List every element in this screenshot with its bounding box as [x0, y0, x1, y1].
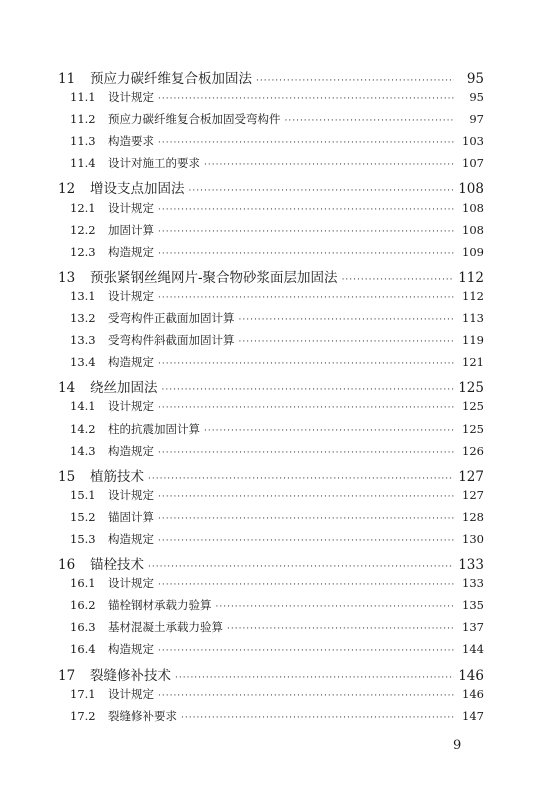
- toc-entry-title: 锚栓钢材承载力验算: [108, 598, 212, 613]
- table-of-contents: [52, 67, 484, 730]
- toc-section-entry[interactable]: [52, 89, 484, 111]
- toc-section-entry[interactable]: [52, 244, 484, 266]
- toc-section-entry[interactable]: [52, 487, 484, 509]
- toc-section-entry[interactable]: [52, 597, 484, 619]
- toc-section-entry[interactable]: [52, 288, 484, 310]
- toc-entry-number: 14.1: [70, 399, 96, 414]
- toc-entry-title: 设计规定: [108, 686, 154, 701]
- dot-leader: [158, 580, 454, 590]
- toc-entry-number: 15.2: [70, 509, 96, 524]
- toc-entry-page: 121: [462, 355, 484, 370]
- toc-entry-page: 128: [462, 509, 484, 524]
- toc-entry-number: 17: [58, 667, 76, 684]
- toc-entry-title: 构造规定: [108, 531, 154, 546]
- dot-leader: [158, 448, 454, 458]
- toc-entry-title: 增设支点加固法: [90, 181, 185, 198]
- toc-entry-page: 130: [462, 531, 484, 546]
- toc-entry-number: 16.2: [70, 598, 96, 613]
- dot-leader: [204, 160, 454, 170]
- dot-leader: [158, 249, 454, 259]
- toc-section-entry[interactable]: [52, 222, 484, 244]
- toc-section-entry[interactable]: [52, 575, 484, 597]
- toc-entry-page: 135: [462, 598, 484, 613]
- toc-chapter-entry[interactable]: [52, 266, 484, 288]
- toc-entry-page: 146: [458, 667, 484, 684]
- toc-entry-title: 锚固计算: [108, 509, 154, 524]
- toc-entry-page: 127: [458, 468, 484, 485]
- toc-entry-title: 构造规定: [108, 355, 154, 370]
- toc-section-entry[interactable]: [52, 111, 484, 133]
- toc-entry-number: 12.3: [70, 244, 96, 259]
- dot-leader: [158, 205, 454, 215]
- toc-section-entry[interactable]: [52, 398, 484, 420]
- dot-leader: [158, 138, 454, 148]
- toc-entry-page: 95: [466, 71, 484, 87]
- dot-leader: [189, 186, 455, 196]
- toc-entry-number: 16.4: [70, 642, 96, 657]
- toc-entry-number: 15.3: [70, 531, 96, 546]
- toc-chapter-entry[interactable]: [52, 465, 484, 487]
- toc-section-entry[interactable]: [52, 708, 484, 730]
- toc-entry-number: 14.2: [70, 421, 96, 436]
- toc-entry-title: 裂缝修补要求: [108, 708, 177, 723]
- toc-entry-number: 12.1: [70, 200, 96, 215]
- toc-entry-number: 16.3: [70, 620, 96, 635]
- toc-entry-title: 锚栓技术: [90, 557, 144, 574]
- toc-entry-number: 17.2: [70, 708, 96, 723]
- toc-entry-title: 构造规定: [108, 443, 154, 458]
- toc-section-entry[interactable]: [52, 133, 484, 155]
- toc-entry-page: 107: [462, 156, 484, 171]
- toc-entry-title: 加固计算: [108, 222, 154, 237]
- toc-entry-number: 12: [58, 181, 76, 198]
- toc-entry-page: 97: [469, 112, 484, 127]
- toc-entry-number: 11: [58, 71, 76, 87]
- toc-entry-title: 预张紧钢丝绳网片-聚合物砂浆面层加固法: [90, 269, 338, 286]
- toc-entry-page: 125: [462, 399, 484, 414]
- dot-leader: [158, 646, 454, 656]
- toc-entry-page: 108: [462, 200, 484, 215]
- toc-entry-title: 预应力碳纤维复合板加固法: [90, 71, 252, 87]
- toc-section-entry[interactable]: [52, 531, 484, 553]
- toc-entry-number: 13.1: [70, 288, 96, 303]
- toc-entry-page: 125: [458, 380, 484, 397]
- toc-section-entry[interactable]: [52, 641, 484, 663]
- toc-entry-title: 设计规定: [108, 200, 154, 215]
- toc-entry-number: 15: [58, 468, 76, 485]
- toc-entry-title: 柱的抗震加固计算: [108, 421, 200, 436]
- toc-entry-number: 16: [58, 557, 76, 574]
- toc-entry-title: 绕丝加固法: [90, 380, 158, 397]
- toc-entry-page: 127: [462, 487, 484, 502]
- toc-section-entry[interactable]: [52, 443, 484, 465]
- toc-section-entry[interactable]: [52, 155, 484, 177]
- dot-leader: [158, 691, 454, 701]
- toc-entry-title: 设计对施工的要求: [108, 156, 200, 171]
- toc-section-entry[interactable]: [52, 200, 484, 222]
- toc-entry-number: 17.1: [70, 686, 96, 701]
- toc-entry-title: 构造规定: [108, 642, 154, 657]
- dot-leader: [216, 602, 455, 612]
- toc-entry-number: 13.3: [70, 333, 96, 348]
- toc-entry-number: 12.2: [70, 222, 96, 237]
- toc-section-entry[interactable]: [52, 332, 484, 354]
- toc-section-entry[interactable]: [52, 619, 484, 641]
- dot-leader: [148, 474, 454, 484]
- toc-entry-number: 14: [58, 380, 76, 397]
- toc-section-entry[interactable]: [52, 354, 484, 376]
- toc-entry-number: 13: [58, 269, 76, 286]
- toc-entry-title: 设计规定: [108, 288, 154, 303]
- toc-entry-number: 14.3: [70, 443, 96, 458]
- toc-section-entry[interactable]: [52, 686, 484, 708]
- dot-leader: [256, 76, 454, 86]
- dot-leader: [342, 275, 454, 285]
- toc-entry-number: 11.4: [70, 156, 96, 171]
- toc-entry-page: 112: [458, 269, 484, 286]
- page-number: 9: [453, 738, 462, 753]
- toc-entry-page: 108: [462, 222, 484, 237]
- toc-entry-page: 137: [462, 620, 484, 635]
- dot-leader: [158, 403, 454, 413]
- toc-entry-number: 15.1: [70, 487, 96, 502]
- dot-leader: [158, 94, 454, 104]
- toc-entry-number: 11.1: [70, 90, 96, 105]
- toc-entry-title: 构造要求: [108, 134, 154, 149]
- toc-entry-title: 受弯构件正截面加固计算: [108, 311, 235, 326]
- dot-leader: [227, 624, 454, 634]
- toc-entry-page: 113: [462, 311, 484, 326]
- toc-entry-number: 16.1: [70, 576, 96, 591]
- toc-entry-title: 构造规定: [108, 244, 154, 259]
- toc-entry-title: 受弯构件斜截面加固计算: [108, 333, 235, 348]
- toc-entry-page: 125: [462, 421, 484, 436]
- dot-leader: [181, 713, 454, 723]
- dot-leader: [162, 385, 455, 395]
- toc-entry-title: 基材混凝土承载力验算: [108, 620, 223, 635]
- dot-leader: [175, 673, 454, 683]
- toc-entry-number: 11.3: [70, 134, 96, 149]
- toc-entry-page: 103: [462, 134, 484, 149]
- toc-entry-page: 147: [462, 708, 484, 723]
- toc-entry-page: 133: [458, 557, 484, 574]
- toc-entry-page: 133: [462, 576, 484, 591]
- toc-entry-title: 设计规定: [108, 487, 154, 502]
- toc-chapter-entry[interactable]: [52, 664, 484, 686]
- dot-leader: [158, 227, 454, 237]
- dot-leader: [239, 337, 455, 347]
- toc-entry-number: 13.4: [70, 355, 96, 370]
- dot-leader: [158, 359, 454, 369]
- toc-chapter-entry[interactable]: [52, 376, 484, 398]
- toc-section-entry[interactable]: [52, 509, 484, 531]
- toc-entry-number: 11.2: [70, 112, 96, 127]
- toc-section-entry[interactable]: [52, 310, 484, 332]
- toc-entry-page: 109: [462, 244, 484, 259]
- toc-entry-page: 126: [462, 443, 484, 458]
- toc-entry-page: 95: [469, 90, 484, 105]
- toc-section-entry[interactable]: [52, 421, 484, 443]
- toc-entry-title: 植筋技术: [90, 468, 144, 485]
- toc-entry-title: 预应力碳纤维复合板加固受弯构件: [108, 112, 281, 127]
- dot-leader: [158, 536, 454, 546]
- dot-leader: [158, 492, 454, 502]
- toc-entry-number: 13.2: [70, 311, 96, 326]
- toc-entry-title: 设计规定: [108, 399, 154, 414]
- toc-entry-page: 119: [462, 333, 484, 348]
- toc-chapter-entry[interactable]: [52, 177, 484, 199]
- dot-leader: [285, 116, 455, 126]
- toc-chapter-entry[interactable]: [52, 553, 484, 575]
- dot-leader: [158, 514, 454, 524]
- toc-entry-page: 144: [462, 642, 484, 657]
- toc-entry-title: 设计规定: [108, 90, 154, 105]
- dot-leader: [204, 426, 454, 436]
- toc-entry-page: 112: [462, 288, 484, 303]
- toc-entry-page: 108: [458, 181, 484, 198]
- toc-entry-title: 设计规定: [108, 576, 154, 591]
- toc-entry-page: 146: [462, 686, 484, 701]
- toc-entry-title: 裂缝修补技术: [90, 667, 171, 684]
- dot-leader: [239, 315, 455, 325]
- dot-leader: [148, 562, 454, 572]
- dot-leader: [158, 293, 454, 303]
- toc-chapter-entry[interactable]: [52, 67, 484, 89]
